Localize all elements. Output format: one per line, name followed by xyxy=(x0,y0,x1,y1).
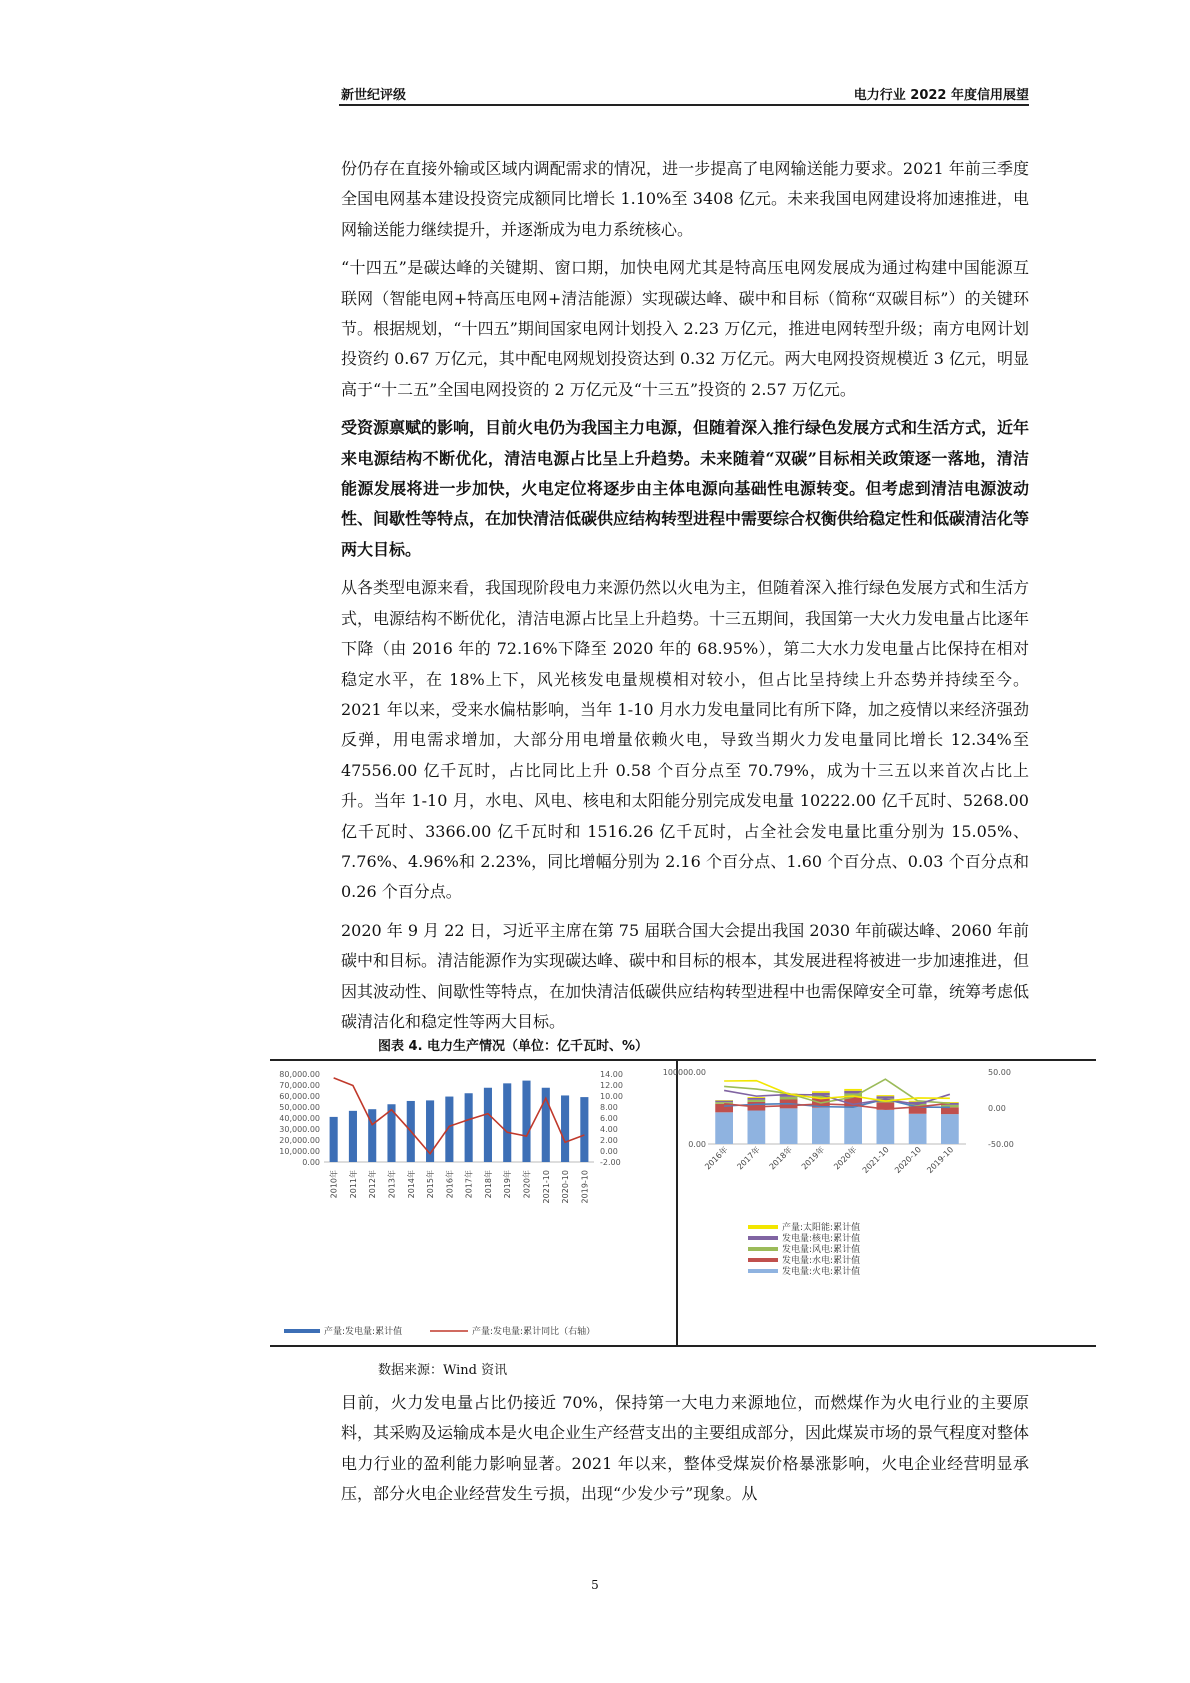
y-right-tick-label: 12.00 xyxy=(600,1081,623,1090)
chart-generation-by-source xyxy=(662,1062,1094,1342)
figure-title: 图表 4. 电力生产情况（单位：亿千瓦时、%） xyxy=(378,1039,649,1054)
paragraph-1: 份仍存在直接外输或区域内调配需求的情况，进一步提高了电网输送能力要求。2021 年前三季度全国电网基本建设投资完成额同比增长 1.10%至 3408 亿元。未来我国电网建设将加速推进，电网输送能力继续提升，并逐渐成为电力系统核心。 xyxy=(341,159,1029,239)
legend-label: 发电量:风电:累计值 xyxy=(782,1245,861,1255)
stacked-bar-segment xyxy=(715,1102,733,1104)
x-tick-label: 2013年 xyxy=(387,1170,397,1199)
y-left-tick-label: 60,000.00 xyxy=(279,1092,320,1101)
stacked-bar-segment xyxy=(877,1096,895,1098)
x-tick-label: 2020年 xyxy=(832,1145,859,1172)
legend-swatch xyxy=(748,1247,778,1251)
bar-output xyxy=(503,1083,511,1162)
y-right-tick-label: 0.00 xyxy=(988,1104,1006,1113)
paragraph-4: 从各类型电源来看，我国现阶段电力来源仍然以火电为主，但随着深入推行绿色发展方式和生活方式，电源结构不断优化，清洁电源占比呈上升趋势。十三五期间，我国第一大火力发电量占比逐年下降（由 2016 年的 72.16%下降至 2020 年的 68.95%），第二大水力发电量占比保持在相对稳定水平，在 18%上下，风光核发电量规模相对较小，但占比呈持续上升态势并持续至今。2021 年以来，受来水偏枯影响，当年 1-10 月水力发电量同比有所下降，加之疫情以来经济强劲反弹，用电需求增加，大部分用电增量依赖火电，导致当期火力发电量同比增长 12.34%至 47556.00 亿千瓦时，占比同比上升 0.58 个百分点至 70.79%，成为十三五以来首次占比上升。当年 1-10 月，水电、风电、核电和太阳能分别完成发电量 10222.00 亿千瓦时、5268.00 亿千瓦时、3366.00 亿千瓦时和 1516.26 亿千瓦时，占全社会发电量比重分别为 15.05%、7.76%、4.96%和 2.23%，同比增幅分别为 2.16 个百分点、1.60 个百分点、0.03 个百分点和 0.26 个百分点。 xyxy=(341,578,1030,902)
legend-swatch xyxy=(748,1269,778,1273)
bar-output xyxy=(561,1095,569,1162)
x-tick-label: 2018年 xyxy=(767,1145,795,1172)
header-divider xyxy=(339,104,1029,106)
y-left-tick-label: 80,000.00 xyxy=(279,1070,320,1079)
x-tick-label: 2016年 xyxy=(445,1170,455,1199)
y-left-tick-label: 20,000.00 xyxy=(279,1136,320,1145)
x-tick-label: 2016年 xyxy=(703,1145,730,1172)
y-left-tick-label: 10,000.00 xyxy=(279,1147,320,1156)
stacked-bar-segment xyxy=(877,1110,895,1144)
y-left-tick-label: 30,000.00 xyxy=(279,1125,320,1134)
legend-label-yoy: 产量:发电量:累计同比（右轴） xyxy=(472,1327,596,1337)
x-tick-label: 2021-10 xyxy=(541,1170,551,1204)
x-tick-label: 2012年 xyxy=(368,1170,378,1199)
stacked-bar-segment xyxy=(941,1107,959,1114)
stacked-bar-segment xyxy=(748,1097,766,1098)
x-tick-label: 2019年 xyxy=(799,1145,827,1172)
x-tick-label: 2017年 xyxy=(464,1170,474,1199)
x-tick-label: 2011年 xyxy=(348,1170,358,1199)
y-left-tick-label: 40,000.00 xyxy=(279,1114,320,1123)
y-left-tick-label: 0.00 xyxy=(688,1140,706,1149)
stacked-bar-segment xyxy=(715,1112,733,1144)
bar-output xyxy=(465,1093,473,1162)
legend-label: 发电量:火电:累计值 xyxy=(782,1267,861,1277)
bar-output xyxy=(330,1117,338,1162)
stacked-bar-segment xyxy=(909,1114,927,1144)
body-text-top xyxy=(341,154,1029,1045)
x-tick-label: 2020年 xyxy=(522,1170,532,1199)
y-right-tick-label: 50.00 xyxy=(988,1068,1011,1077)
y-right-tick-label: 0.00 xyxy=(600,1147,618,1156)
bar-output xyxy=(522,1081,530,1162)
x-tick-label: 2019-10 xyxy=(925,1145,956,1176)
x-tick-label: 2015年 xyxy=(426,1170,436,1199)
chart-power-output xyxy=(272,1062,674,1342)
paragraph-2: “十四五”是碳达峰的关键期、窗口期，加快电网尤其是特高压电网发展成为通过构建中国能源互联网（智能电网+特高压电网+清洁能源）实现碳达峰、碳中和目标（简称“双碳目标”）的关键环节。根据规划，“十四五”期间国家电网计划投入 2.23 万亿元，推进电网转型升级；南方电网计划投资约 0.67 万亿元，其中配电网规划投资达到 0.32 万亿元。两大电网投资规模近 3 亿元，明显高于“十二五”全国电网投资的 2 万亿元及“十三五”投资的 2.57 万亿元。 xyxy=(341,258,1029,399)
stacked-bar-segment xyxy=(877,1095,895,1096)
stacked-bar-segment xyxy=(780,1108,798,1144)
bar-output xyxy=(580,1097,588,1162)
stacked-bar-segment xyxy=(812,1108,830,1144)
stacked-bar-segment xyxy=(748,1100,766,1102)
stacked-bar-segment xyxy=(748,1111,766,1144)
y-right-tick-label: -50.00 xyxy=(988,1140,1014,1149)
y-right-tick-label: 4.00 xyxy=(600,1125,618,1134)
legend-swatch-output xyxy=(284,1329,320,1333)
paragraph-6: 目前，火力发电量占比仍接近 70%，保持第一大电力来源地位，而燃煤作为火电行业的主要原料，其采购及运输成本是火电企业生产经营支出的主要组成部分，因此煤炭市场的景气程度对整体电力行业的盈利能力影响显著。2021 年以来，整体受煤炭价格暴涨影响，火电企业经营明显承压，部分火电企业经营发生亏损，出现“少发少亏”现象。从 xyxy=(341,1393,1030,1504)
y-left-tick-label: 0.00 xyxy=(302,1158,320,1167)
y-left-tick-label: 100000.00 xyxy=(662,1068,706,1077)
x-tick-label: 2020-10 xyxy=(893,1145,924,1176)
bar-output xyxy=(349,1111,357,1162)
legend-swatch xyxy=(748,1258,778,1262)
header-left-org: 新世纪评级 xyxy=(341,88,407,103)
x-tick-label: 2021-10 xyxy=(860,1145,891,1176)
stacked-bar-segment xyxy=(844,1107,862,1144)
x-tick-label: 2018年 xyxy=(483,1170,493,1199)
x-tick-label: 2010年 xyxy=(329,1170,339,1199)
legend-label: 发电量:核电:累计值 xyxy=(782,1234,861,1244)
x-tick-label: 2020-10 xyxy=(561,1170,571,1204)
y-right-tick-label: 2.00 xyxy=(600,1136,618,1145)
y-right-tick-label: -2.00 xyxy=(600,1158,621,1167)
stacked-bar-segment xyxy=(715,1101,733,1103)
stacked-bar-segment xyxy=(941,1114,959,1144)
legend-swatch xyxy=(748,1225,778,1229)
x-tick-label: 2019-10 xyxy=(580,1170,590,1204)
legend-label-output: 产量:发电量:累计值 xyxy=(324,1327,403,1337)
stacked-bar-segment xyxy=(844,1089,862,1091)
y-left-tick-label: 50,000.00 xyxy=(279,1103,320,1112)
body-text-bottom xyxy=(341,1388,1029,1510)
y-right-tick-label: 8.00 xyxy=(600,1103,618,1112)
page-number: 5 xyxy=(591,1578,599,1592)
paragraph-3-highlight: 受资源禀赋的影响，目前火电仍为我国主力电源，但随着深入推行绿色发展方式和生活方式，近年来电源结构不断优化，清洁电源占比呈上升趋势。未来随着“双碳”目标相关政策逐一落地，清洁能源发展将进一步加快，火电定位将逐步由主体电源向基础性电源转变。但考虑到清洁电源波动性、间歇性等特点，在加快清洁低碳供应结构转型进程中需要综合权衡供给稳定性和低碳清洁化等两大目标。 xyxy=(341,418,1030,559)
legend-swatch xyxy=(748,1236,778,1240)
figure-divider xyxy=(676,1059,678,1345)
figure-source: 数据来源：Wind 资讯 xyxy=(378,1363,508,1378)
x-tick-label: 2017年 xyxy=(735,1145,762,1172)
legend-label: 产量:太阳能:累计值 xyxy=(782,1223,861,1233)
y-right-tick-label: 6.00 xyxy=(600,1114,618,1123)
y-left-tick-label: 70,000.00 xyxy=(279,1081,320,1090)
stacked-bar-segment xyxy=(748,1098,766,1100)
x-tick-label: 2014年 xyxy=(406,1170,416,1199)
x-tick-label: 2019年 xyxy=(503,1170,513,1199)
y-right-tick-label: 10.00 xyxy=(600,1092,623,1101)
paragraph-5: 2020 年 9 月 22 日，习近平主席在第 75 届联合国大会提出我国 2030 年前碳达峰、2060 年前碳中和目标。清洁能源作为实现碳达峰、碳中和目标的根本，其发展进程将被进一步加速推进，但因其波动性、间歇性等特点，在加快清洁低碳供应结构转型进程中也需保障安全可靠，统筹考虑低碳清洁化和稳定性等两大目标。 xyxy=(341,920,1030,1031)
y-right-tick-label: 14.00 xyxy=(600,1070,623,1079)
header-right-title: 电力行业 2022 年度信用展望 xyxy=(853,88,1029,103)
bar-output xyxy=(484,1088,492,1162)
stacked-bar-segment xyxy=(812,1091,830,1093)
stacked-bar-segment xyxy=(715,1100,733,1101)
stacked-bar-segment xyxy=(780,1097,798,1100)
legend-label: 发电量:水电:累计值 xyxy=(782,1256,861,1266)
